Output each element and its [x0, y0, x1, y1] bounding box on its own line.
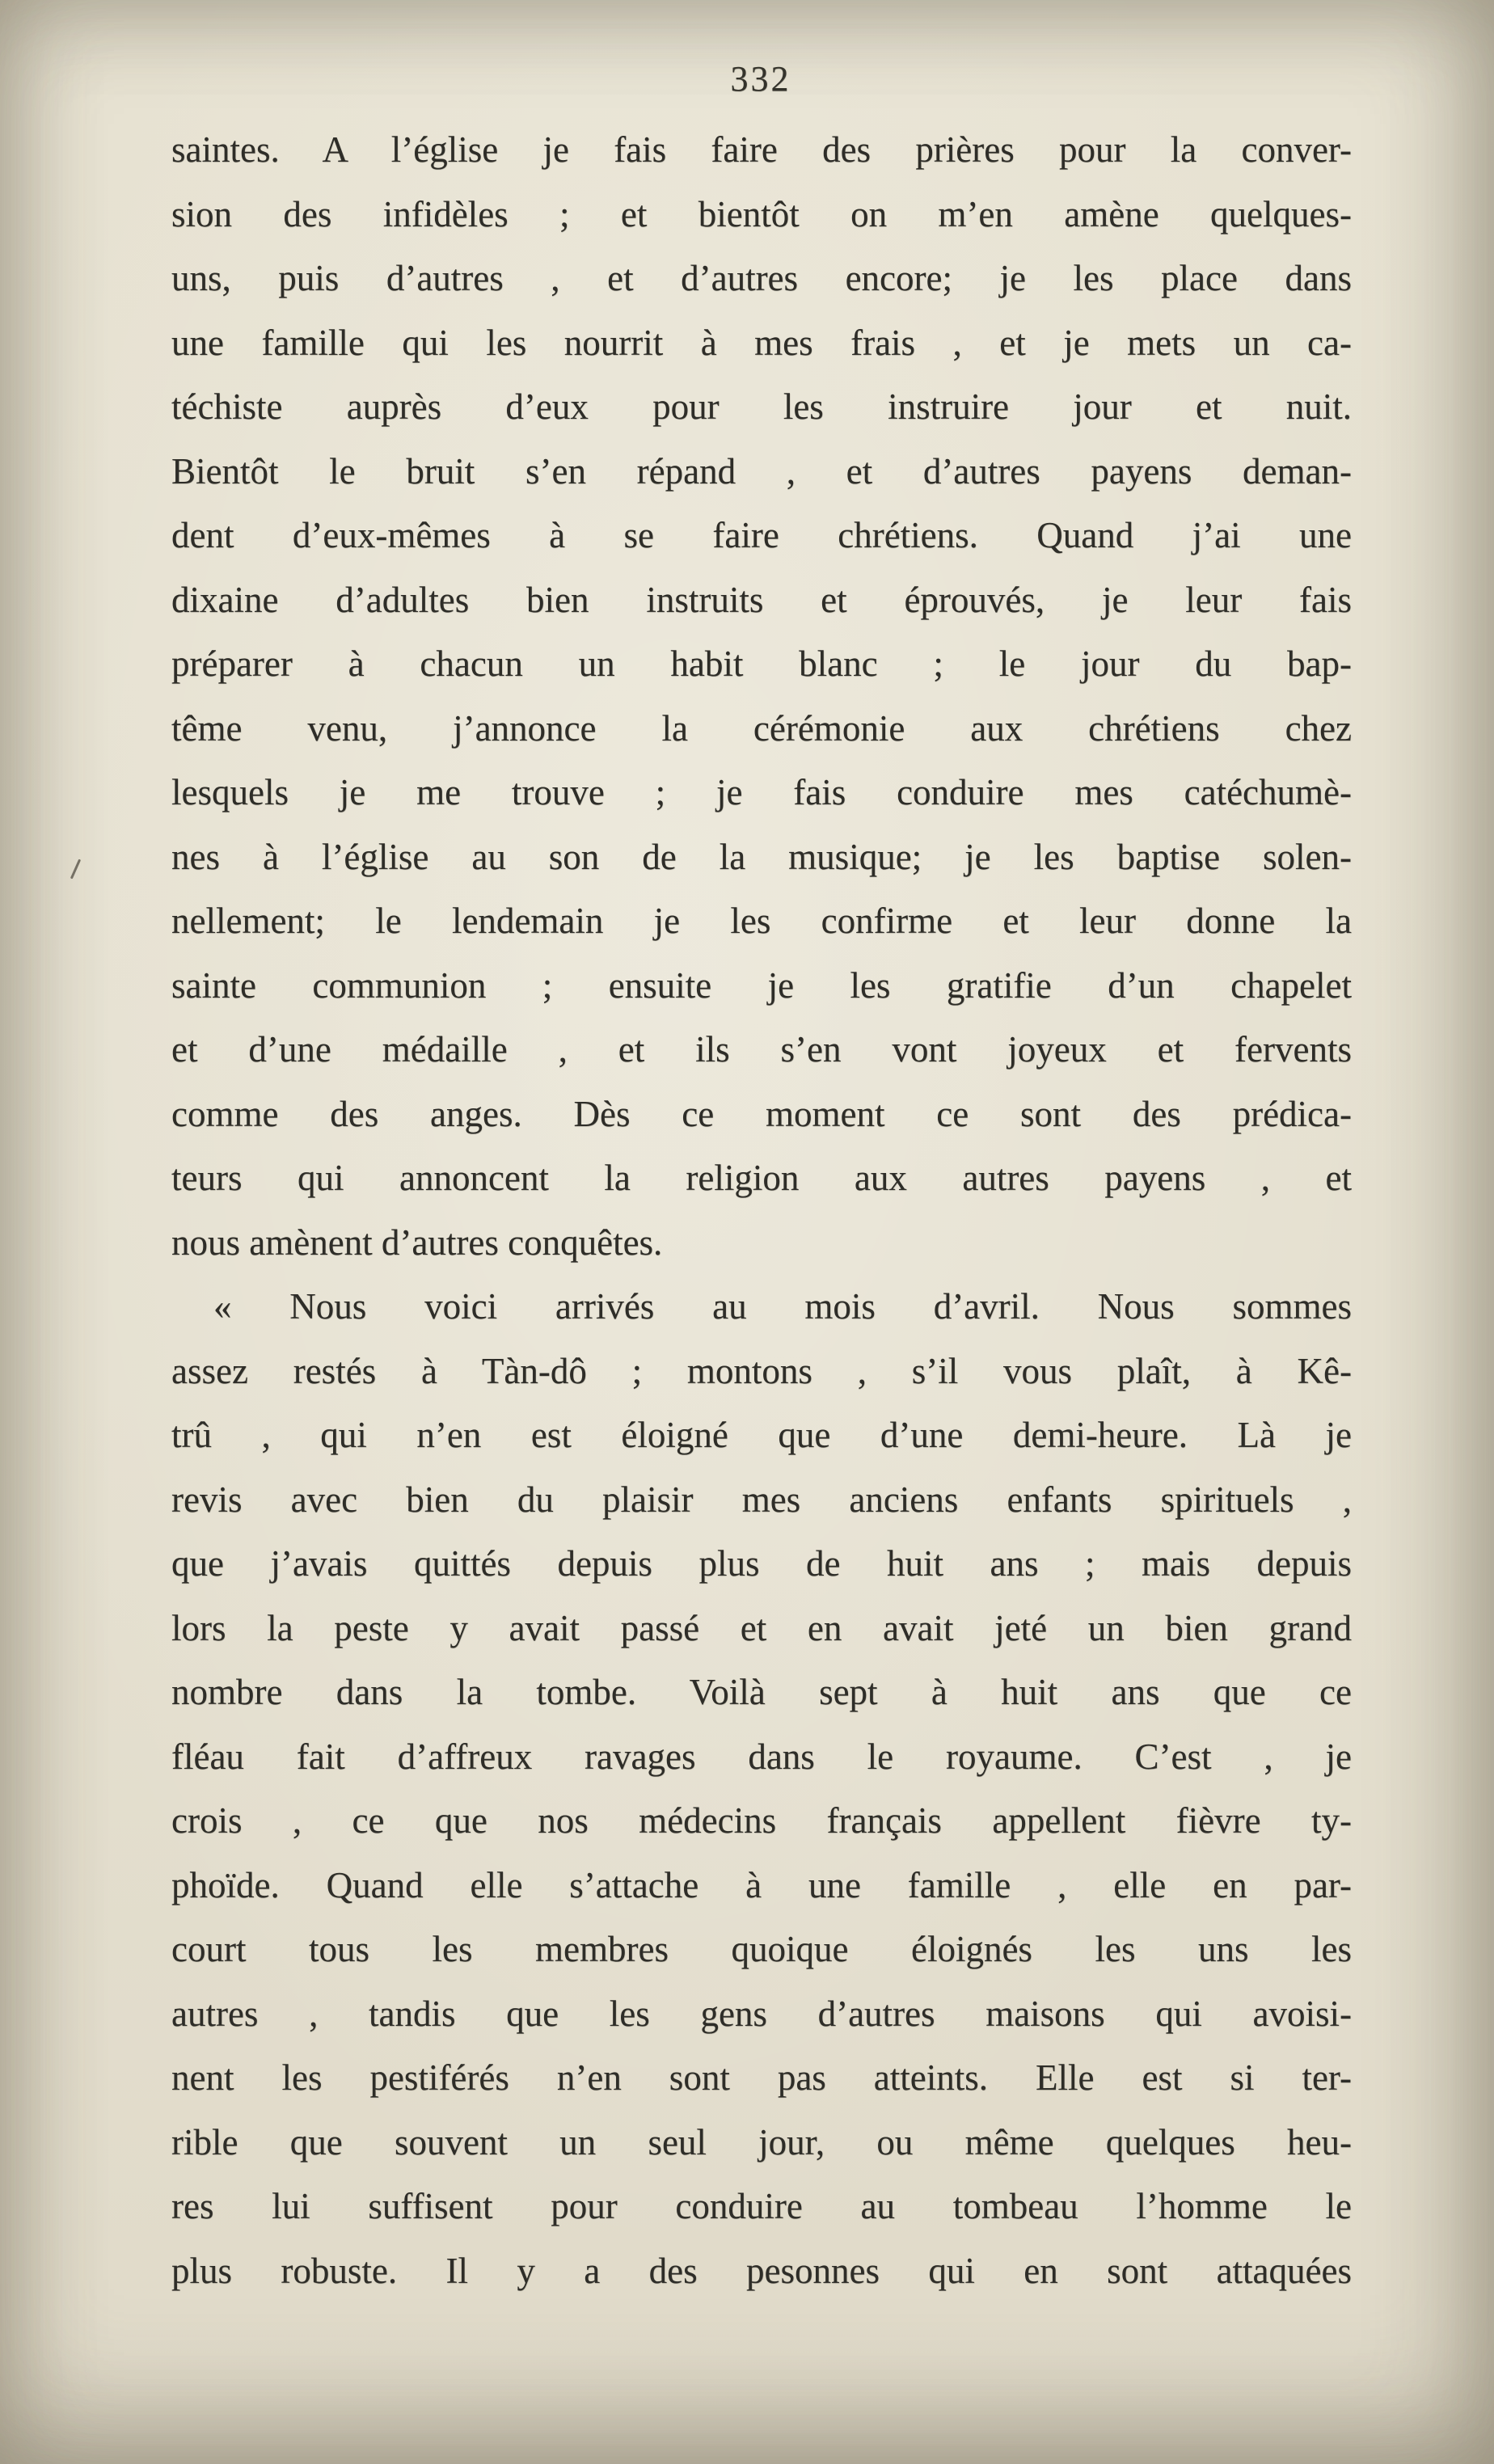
text-line: nent les pestiférés n’en sont pas atteints. Elle est si ter-: [171, 2057, 1352, 2098]
text-line: saintes. A l’église je fais faire des prières pour la conver-: [171, 129, 1352, 170]
text-line: assez restés à Tàn-dô ; montons , s’il vous plaît, à Kê-: [171, 1350, 1352, 1391]
text-line: trû , qui n’en est éloigné que d’une demi-heure. Là je: [171, 1415, 1352, 1455]
text-block: [171, 118, 1352, 2303]
text-line: nous amènent d’autres conquêtes.: [171, 1221, 663, 1263]
text-line: court tous les membres quoique éloignés les uns les: [171, 1929, 1352, 1969]
page-number: 332: [730, 59, 791, 99]
text-line: rible que souvent un seul jour, ou même quelques heu-: [171, 2121, 1352, 2162]
text-line: autres , tandis que les gens d’autres maisons qui avoisi-: [171, 1993, 1352, 2034]
text-line: nellement; le lendemain je les confirme et leur donne la: [171, 901, 1352, 941]
text-line: res lui suffisent pour conduire au tombeau l’homme le: [171, 2186, 1352, 2226]
text-line: dixaine d’adultes bien instruits et éprouvés, je leur fais: [171, 579, 1352, 620]
text-line: uns, puis d’autres , et d’autres encore; je les place dans: [171, 258, 1352, 298]
text-line: nes à l’église au son de la musique; je les baptise solen-: [171, 836, 1352, 877]
text-line: nombre dans la tombe. Voilà sept à huit ans que ce: [171, 1672, 1352, 1712]
text-line: comme des anges. Dès ce moment ce sont des prédica-: [171, 1093, 1352, 1134]
text-line: « Nous voici arrivés au mois d’avril. Nous sommes: [213, 1286, 1352, 1327]
text-line: revis avec bien du plaisir mes anciens enfants spirituels ,: [171, 1479, 1352, 1520]
text-line: dent d’eux-mêmes à se faire chrétiens. Quand j’ai une: [171, 515, 1352, 555]
text-line: teurs qui annoncent la religion aux autres payens , et: [171, 1158, 1352, 1198]
text-line: plus robuste. Il y a des pesonnes qui en sont attaquées: [171, 2250, 1352, 2291]
text-line: sainte communion ; ensuite je les gratifie d’un chapelet: [171, 964, 1352, 1006]
text-line: lesquels je me trouve ; je fais conduire mes catéchumè-: [171, 772, 1352, 812]
text-line: que j’avais quittés depuis plus de huit ans ; mais depuis: [171, 1543, 1352, 1584]
text-line: lors la peste y avait passé et en avait jeté un bien grand: [171, 1607, 1352, 1648]
text-line: fléau fait d’affreux ravages dans le royaume. C’est , je: [171, 1736, 1352, 1777]
text-line: sion des infidèles ; et bientôt on m’en amène quelques-: [171, 193, 1352, 234]
stray-ink-mark: [70, 859, 81, 880]
text-line: crois , ce que nos médecins français appellent fièvre ty-: [171, 1800, 1352, 1841]
text-line: phoïde. Quand elle s’attache à une famille , elle en par-: [171, 1864, 1352, 1905]
text-line: et d’une médaille , et ils s’en vont joyeux et fervents: [171, 1029, 1352, 1070]
text-line: préparer à chacun un habit blanc ; le jour du bap-: [171, 643, 1352, 684]
text-line: une famille qui les nourrit à mes frais , et je mets un ca-: [171, 322, 1352, 363]
text-line: Bientôt le bruit s’en répand , et d’autres payens deman-: [171, 450, 1352, 492]
text-line: tême venu, j’annonce la cérémonie aux chrétiens chez: [171, 707, 1352, 749]
text-line: téchiste auprès d’eux pour les instruire jour et nuit.: [171, 386, 1352, 427]
